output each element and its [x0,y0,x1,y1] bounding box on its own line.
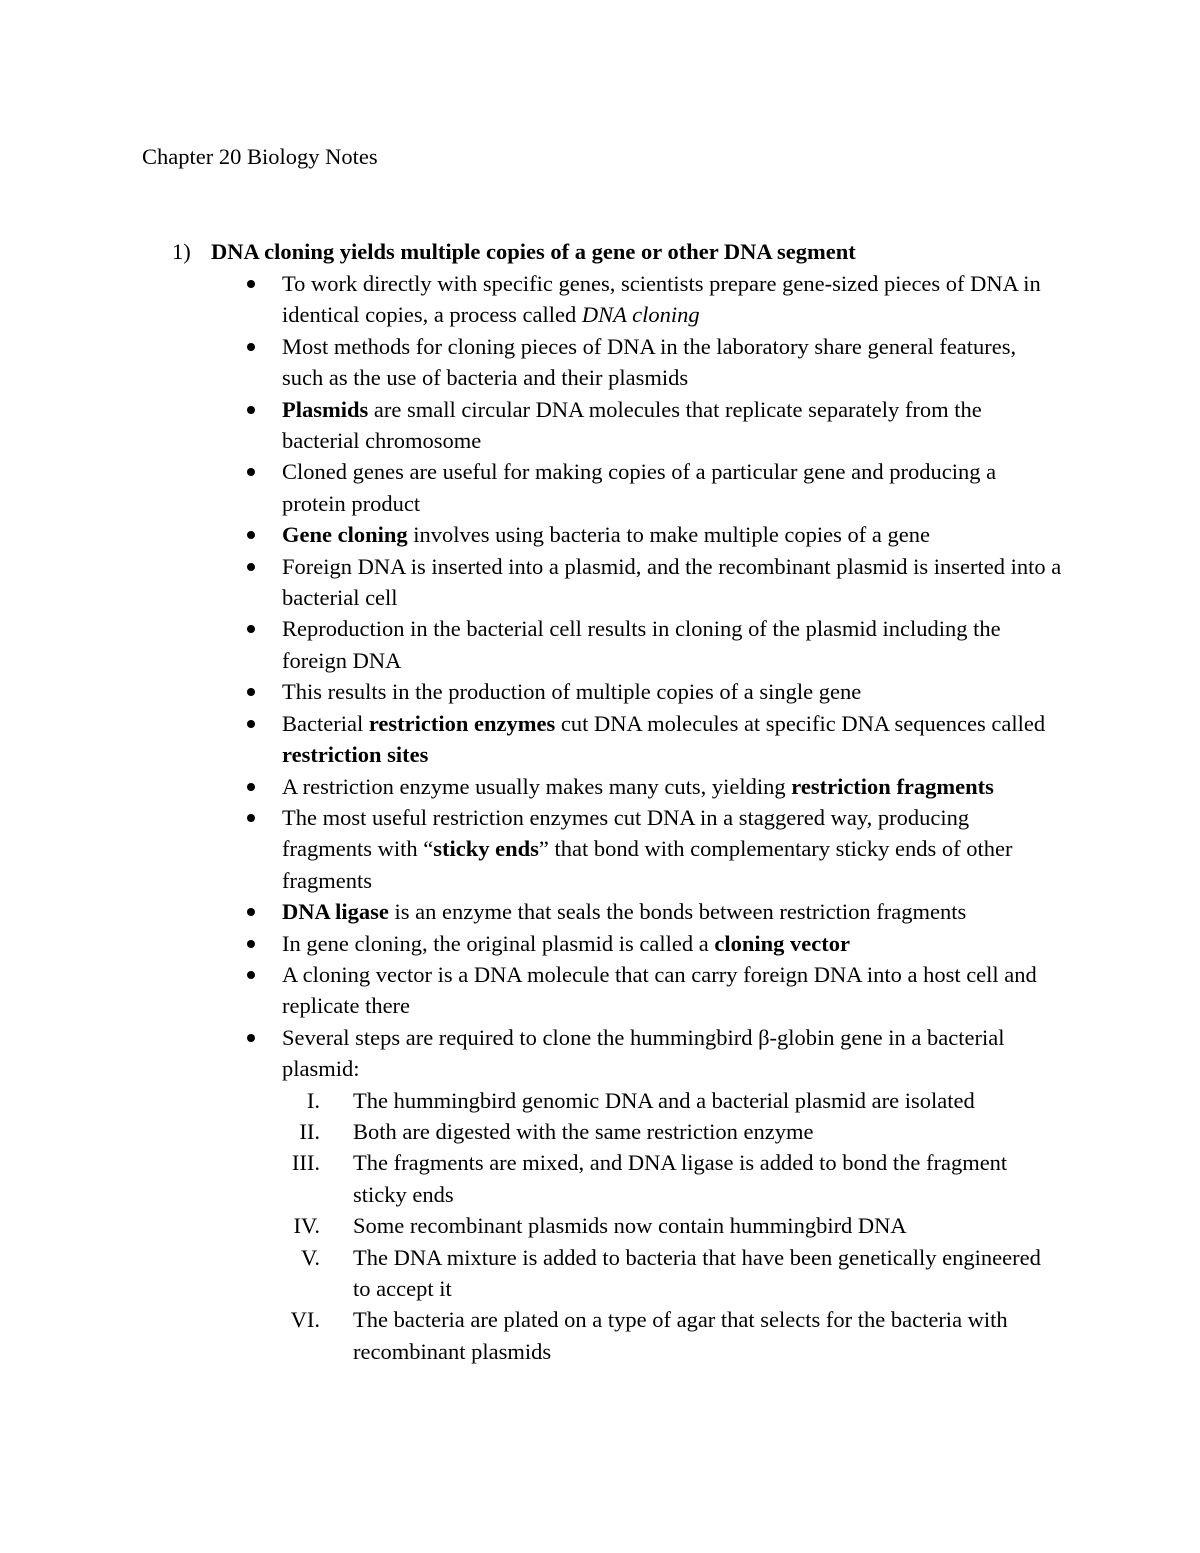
step-number: I. [306,1087,320,1113]
bullet-list [0,268,1200,1085]
bullet-text [282,805,1013,893]
section-1 [0,236,1200,1367]
bullet-text-run: A restriction enzyme usually makes many cuts, yielding [282,773,792,799]
bullet-dot-icon [247,783,255,791]
bullet-text-run: is an enzyme that seals the bonds between restriction fragments [388,899,967,925]
bullet-text [282,554,1061,610]
step-item [0,1116,1063,1147]
bullet-dot-icon [247,814,255,822]
bullet-item [0,519,1062,550]
bullet-text-run: sticky ends [433,836,539,862]
step-text: The hummingbird genomic DNA and a bacterial plasmid are isolated [353,1087,975,1113]
step-text: Both are digested with the same restriction enzyme [353,1118,814,1144]
bullet-item [0,928,1062,959]
bullet-item [0,394,1062,457]
bullet-text [282,397,982,453]
bullet-text [282,962,1037,1018]
bullet-dot-icon [247,343,255,351]
step-item [0,1210,1063,1241]
step-text: The DNA mixture is added to bacteria that have been genetically engineered to accept it [353,1244,1041,1301]
bullet-item [0,676,1062,707]
step-item [0,1085,1063,1116]
step-item [0,1242,1063,1305]
step-number: II. [299,1118,320,1144]
section-heading-text: DNA cloning yields multiple copies of a gene or other DNA segment [211,239,856,264]
step-text: Some recombinant plasmids now contain hummingbird DNA [353,1213,907,1239]
bullet-text-run: Reproduction in the bacterial cell results in cloning of the plasmid including the foreign DNA [282,616,1001,673]
bullet-text [282,271,1041,327]
step-number: III. [291,1150,320,1176]
step-list [0,1085,1200,1368]
bullet-text-run: In gene cloning, the original plasmid is called a [282,930,715,956]
bullet-text-run: Cloned genes are useful for making copies of a particular gene and producing a protein product [282,459,997,516]
bullet-text [282,931,850,956]
bullet-dot-icon [247,908,255,916]
bullet-text-run: Several steps are required to clone the hummingbird β-globin gene in a bacterial plasmid: [282,1024,1005,1082]
step-text: The bacteria are plated on a type of agar that selects for the bacteria with recombinant plasmids [353,1307,1008,1364]
section-heading [0,236,1200,268]
step-text: The fragments are mixed, and DNA ligase is added to bond the fragment sticky ends [353,1150,1008,1207]
bullet-text-run: Plasmids [282,396,369,422]
step-number: V. [301,1244,320,1270]
bullet-text-run: are small circular DNA molecules that replicate separately from the bacterial chromosome [282,396,982,454]
bullet-text-run: restriction fragments [791,773,994,799]
bullet-text [282,616,1001,672]
bullet-text-run: involves using bacteria to make multiple copies of a gene [407,522,930,548]
bullet-item [0,268,1062,331]
bullet-text-run: DNA ligase [282,899,389,925]
document-title: Chapter 20 Biology Notes [142,144,378,169]
step-item [0,1147,1063,1210]
bullet-dot-icon [247,971,255,979]
bullet-dot-icon [247,1034,255,1042]
bullet-text-run: cloning vector [714,930,850,956]
bullet-dot-icon [247,406,255,414]
bullet-dot-icon [247,468,255,476]
bullet-dot-icon [247,280,255,288]
bullet-item [0,551,1062,614]
bullet-text [282,679,861,704]
step-number: IV. [293,1213,320,1239]
bullet-text-run: restriction sites [282,742,429,768]
step-number: VI. [290,1307,320,1333]
bullet-dot-icon [247,688,255,696]
bullet-text-run: A cloning vector is a DNA molecule that can carry foreign DNA into a host cell and replicate there [282,961,1037,1019]
bullet-item [0,456,1062,519]
bullet-text [282,459,996,515]
bullet-item [0,1022,1062,1085]
step-item [0,1304,1063,1367]
bullet-text [282,334,1016,390]
bullet-text-run: Bacterial [282,710,369,736]
bullet-item [0,613,1062,676]
bullet-text-run: Gene cloning [282,522,408,548]
bullet-item [0,331,1062,394]
bullet-text [282,774,994,799]
section-number: 1) [172,239,191,264]
bullet-item [0,896,1062,927]
bullet-text-run: The most useful restriction enzymes cut DNA in a staggered way, producing fragments with “ [282,804,970,862]
bullet-text-run: Most methods for cloning pieces of DNA in the laboratory share general features, such as the use of bacteria and their plasmids [282,333,1017,391]
bullet-text [282,1025,1004,1081]
bullet-dot-icon [247,940,255,948]
bullet-text-run: DNA cloning [581,302,700,328]
bullet-dot-icon [247,720,255,728]
bullet-item [0,708,1062,771]
bullet-text [282,899,966,924]
bullet-text-run: restriction enzymes [368,710,556,736]
bullet-dot-icon [247,531,255,539]
bullet-text-run: To work directly with specific genes, scientists prepare gene-sized pieces of DNA in identical copies, a process called [282,271,1041,328]
bullet-item [0,771,1062,802]
bullet-text-run: Foreign DNA is inserted into a plasmid, and the recombinant plasmid is inserted into a bacterial cell [282,553,1062,611]
bullet-dot-icon [247,563,255,571]
bullet-text-run: cut DNA molecules at specific DNA sequences called [555,710,1046,736]
bullet-text-run: This results in the production of multiple copies of a single gene [282,679,862,705]
bullet-text [282,522,930,547]
bullet-item [0,959,1062,1022]
bullet-text [282,711,1045,767]
bullet-item [0,802,1062,896]
bullet-dot-icon [247,625,255,633]
bullet-text-run: ” that bond with complementary sticky ends of other fragments [282,836,1013,893]
